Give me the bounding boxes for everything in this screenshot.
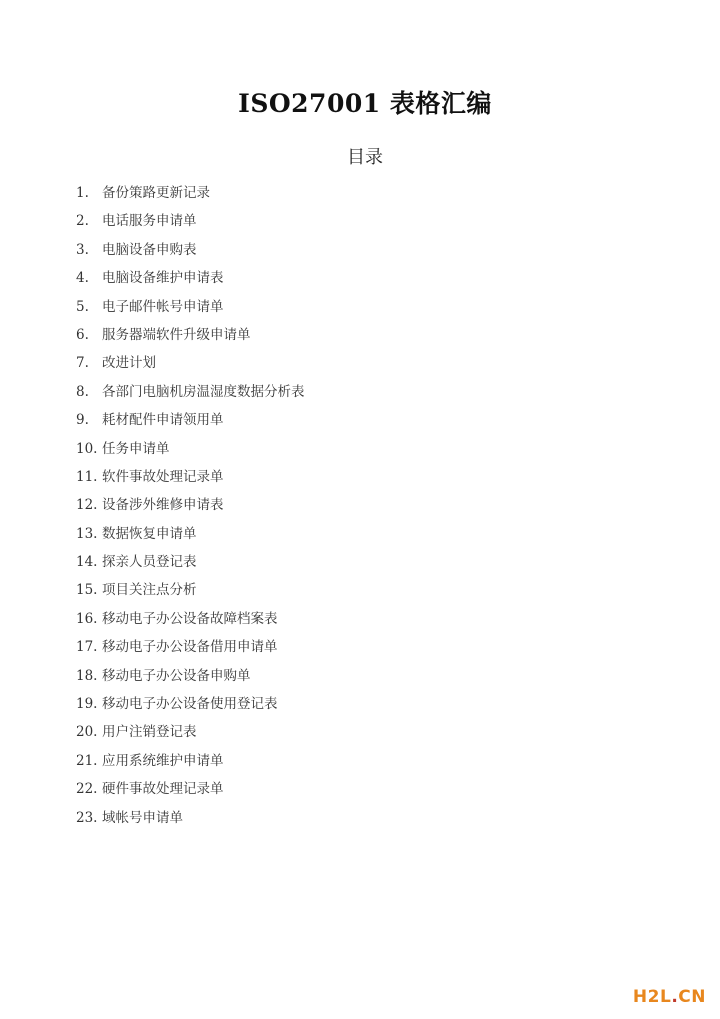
toc-item <box>76 804 305 832</box>
toc-item-number: 20. <box>76 724 98 741</box>
toc-item-number: 4. <box>76 270 89 287</box>
toc-item-label: 任务申请单 <box>102 440 170 457</box>
toc-item <box>76 264 305 292</box>
toc-item-number: 5. <box>76 298 89 315</box>
toc-item-number: 7. <box>76 355 89 372</box>
toc-item <box>76 633 305 661</box>
toc-item-label: 服务器端软件升级申请单 <box>102 326 251 343</box>
toc-item-label: 硬件事故处理记录单 <box>102 781 224 798</box>
toc-item-label: 探亲人员登记表 <box>102 554 197 571</box>
toc-item <box>76 207 305 235</box>
toc-item <box>76 463 305 491</box>
toc-list <box>76 179 305 832</box>
toc-item-label: 电脑设备维护申请表 <box>102 270 224 287</box>
toc-item-number: 3. <box>76 241 89 258</box>
toc-item-label: 数据恢复申请单 <box>102 525 197 542</box>
toc-item-label: 各部门电脑机房温湿度数据分析表 <box>102 383 305 400</box>
toc-item-number: 13. <box>76 525 98 542</box>
toc-item-number: 23. <box>76 809 98 826</box>
toc-item-number: 12. <box>76 497 98 514</box>
toc-item-number: 6. <box>76 326 89 343</box>
toc-item-number: 9. <box>76 412 89 429</box>
toc-item <box>76 576 305 604</box>
toc-item-number: 10. <box>76 440 98 457</box>
toc-item-label: 电话服务申请单 <box>102 213 197 230</box>
watermark-dot: . <box>671 987 679 1007</box>
toc-item-label: 改进计划 <box>102 355 156 372</box>
toc-item-label: 域帐号申请单 <box>102 809 183 826</box>
toc-item <box>76 179 305 207</box>
toc-item-label: 移动电子办公设备借用申请单 <box>102 639 278 656</box>
toc-item <box>76 775 305 803</box>
toc-item <box>76 520 305 548</box>
toc-item-label: 软件事故处理记录单 <box>102 468 224 485</box>
toc-item-label: 电脑设备申购表 <box>102 241 197 258</box>
toc-item <box>76 747 305 775</box>
toc-item <box>76 718 305 746</box>
toc-heading: 目录 <box>347 147 383 168</box>
toc-item-label: 项目关注点分析 <box>102 582 197 599</box>
toc-item <box>76 349 305 377</box>
toc-item-number: 19. <box>76 696 98 713</box>
document-title: ISO27001 表格汇编 <box>238 89 492 118</box>
toc-item-label: 耗材配件申请领用单 <box>102 412 224 429</box>
toc-item <box>76 548 305 576</box>
toc-item-label: 移动电子办公设备申购单 <box>102 667 251 684</box>
toc-item <box>76 378 305 406</box>
toc-item <box>76 321 305 349</box>
toc-item-label: 电子邮件帐号申请单 <box>102 298 224 315</box>
toc-item-number: 2. <box>76 213 89 230</box>
watermark-part-cn: CN <box>678 987 706 1007</box>
toc-item-number: 11. <box>76 468 98 485</box>
toc-item-number: 22. <box>76 781 98 798</box>
toc-item <box>76 605 305 633</box>
toc-item-label: 移动电子办公设备使用登记表 <box>102 696 278 713</box>
toc-item <box>76 406 305 434</box>
toc-item-number: 15. <box>76 582 98 599</box>
toc-item-number: 8. <box>76 383 89 400</box>
toc-item <box>76 662 305 690</box>
toc-item-label: 用户注销登记表 <box>102 724 197 741</box>
toc-item-number: 14. <box>76 554 98 571</box>
toc-item-number: 16. <box>76 610 98 627</box>
toc-item-number: 17. <box>76 639 98 656</box>
toc-item-label: 设备涉外维修申请表 <box>102 497 224 514</box>
site-watermark-logo <box>633 987 706 1007</box>
toc-item-label: 移动电子办公设备故障档案表 <box>102 610 278 627</box>
watermark-part-h2l: H2L <box>632 987 672 1007</box>
toc-item-number: 18. <box>76 667 98 684</box>
toc-item-number: 21. <box>76 752 98 769</box>
toc-item-number: 1. <box>76 185 89 201</box>
toc-item <box>76 690 305 718</box>
toc-item-label: 备份策路更新记录 <box>102 185 210 201</box>
toc-item-label: 应用系统维护申请单 <box>102 752 224 769</box>
toc-item <box>76 435 305 463</box>
toc-item <box>76 491 305 519</box>
toc-item <box>76 236 305 264</box>
toc-item <box>76 293 305 321</box>
